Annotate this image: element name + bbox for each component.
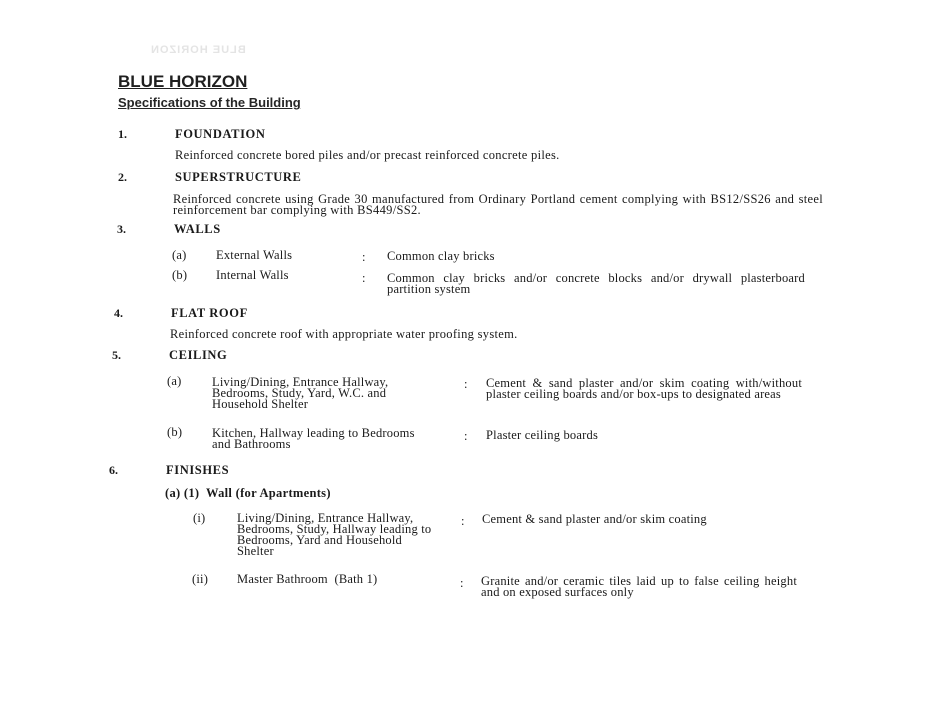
document-title: BLUE HORIZON	[118, 72, 248, 91]
document-subtitle: Specifications of the Building	[118, 95, 301, 110]
item-name: Living/Dining, Entrance Hallway, Bedrooms, Study, Hallway leading to Bedrooms, Yard and Household Shelter	[237, 511, 432, 558]
item-name: Internal Walls	[216, 268, 289, 282]
item-separator: :	[464, 377, 468, 391]
item-separator: :	[460, 576, 464, 590]
section-heading: FINISHES	[166, 463, 230, 477]
item-label: (a)	[172, 248, 187, 262]
section-heading: FOUNDATION	[175, 127, 266, 141]
section-number: 4.	[114, 306, 123, 320]
item-separator: :	[362, 250, 366, 264]
item-name: External Walls	[216, 248, 293, 262]
section-text: Reinforced concrete using Grade 30 manufactured from Ordinary Portland cement complying with BS12/SS26 and steel reinforcement bar complying with BS449/SS2.	[173, 192, 823, 217]
item-value: Cement & sand plaster and/or skim coating	[482, 512, 707, 526]
section-number: 1.	[118, 127, 127, 141]
bleed-through-text: BLUE HORIZON	[150, 44, 246, 56]
section-heading: FLAT ROOF	[171, 306, 248, 320]
item-label: (b)	[172, 268, 188, 282]
item-name: Master Bathroom (Bath 1)	[237, 572, 378, 586]
section-heading: CEILING	[169, 348, 228, 362]
section-number: 5.	[112, 348, 121, 362]
item-label: (ii)	[192, 572, 209, 586]
item-value: Common clay bricks	[387, 249, 495, 263]
item-value: Cement & sand plaster and/or skim coating with/without plaster ceiling boards and/or box-ups to designated areas	[486, 376, 802, 401]
section-heading: WALLS	[174, 222, 221, 236]
section-heading: SUPERSTRUCTURE	[175, 170, 302, 184]
section-number: 6.	[109, 463, 118, 477]
section-text: Reinforced concrete bored piles and/or precast reinforced concrete piles.	[175, 148, 560, 162]
item-value: Common clay bricks and/or concrete blocks and/or drywall plasterboard partition system	[387, 271, 805, 296]
item-label: (a)	[167, 374, 182, 388]
item-separator: :	[464, 429, 468, 443]
item-separator: :	[362, 271, 366, 285]
section-text: Reinforced concrete roof with appropriate water proofing system.	[170, 327, 518, 341]
item-label: (i)	[193, 511, 206, 525]
item-label: (b)	[167, 425, 183, 439]
item-name: Living/Dining, Entrance Hallway, Bedrooms, Study, Yard, W.C. and Household Shelter	[212, 375, 389, 411]
item-value: Plaster ceiling boards	[486, 428, 599, 442]
item-value: Granite and/or ceramic tiles laid up to false ceiling height and on exposed surfaces only	[481, 574, 797, 599]
item-name: Kitchen, Hallway leading to Bedrooms and Bathrooms	[212, 426, 415, 451]
subsection-heading: (a) (1) Wall (for Apartments)	[165, 486, 331, 500]
item-separator: :	[461, 514, 465, 528]
section-number: 2.	[118, 170, 127, 184]
section-number: 3.	[117, 222, 126, 236]
